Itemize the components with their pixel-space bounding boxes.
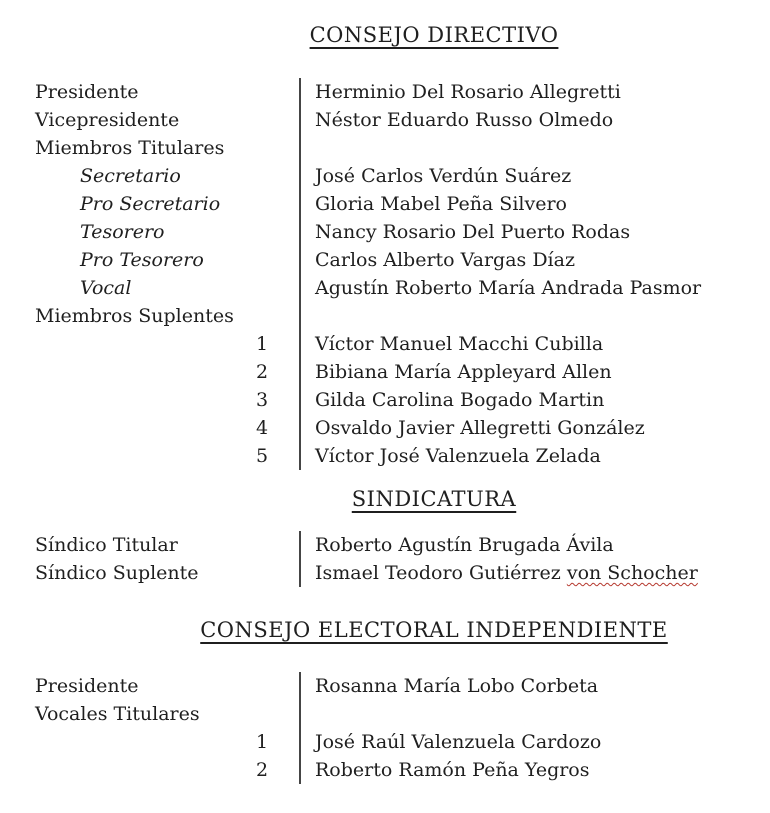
section-title-wrap xyxy=(98,617,770,643)
role-label: Vocal xyxy=(80,277,132,299)
role-label: Presidente xyxy=(35,81,139,103)
role-label: Vocales Titulares xyxy=(35,703,200,725)
member-name-cell xyxy=(299,442,764,470)
member-name-cell xyxy=(299,274,764,302)
table-row xyxy=(35,442,764,470)
member-name: Agustín Roberto María Andrada Pasmor xyxy=(315,277,702,299)
row-number: 5 xyxy=(256,445,269,467)
role-label: Síndico Suplente xyxy=(35,562,199,584)
row-number: 1 xyxy=(256,731,269,753)
member-name-cell xyxy=(299,78,764,106)
section-title: CONSEJO ELECTORAL INDEPENDIENTE xyxy=(200,618,668,642)
table-row xyxy=(35,531,764,559)
member-name-cell xyxy=(299,134,764,162)
role-label: Secretario xyxy=(80,165,181,187)
row-number xyxy=(253,302,299,330)
member-name-cell xyxy=(299,559,764,587)
row-number: 4 xyxy=(256,417,269,439)
table-row xyxy=(35,246,764,274)
section-rows xyxy=(35,531,764,587)
role-label xyxy=(35,728,253,756)
section xyxy=(0,486,770,587)
section-rows xyxy=(35,672,764,784)
table-row xyxy=(35,559,764,587)
role-label: Vicepresidente xyxy=(35,109,180,131)
row-number: 2 xyxy=(256,759,269,781)
row-number xyxy=(253,78,299,106)
section-title: CONSEJO DIRECTIVO xyxy=(309,23,559,47)
row-number xyxy=(253,162,299,190)
row-number: 3 xyxy=(256,389,269,411)
table-row xyxy=(35,756,764,784)
table-row xyxy=(35,414,764,442)
member-name: Gilda Carolina Bogado Martin xyxy=(315,389,605,411)
member-name-cell xyxy=(299,700,764,728)
member-name: Bibiana María Appleyard Allen xyxy=(315,361,612,383)
section-rows xyxy=(35,78,764,470)
row-number xyxy=(253,531,299,559)
row-number: 1 xyxy=(256,333,269,355)
member-name-cell xyxy=(299,531,764,559)
table-row xyxy=(35,302,764,330)
member-name: Nancy Rosario Del Puerto Rodas xyxy=(315,221,631,243)
member-name: José Carlos Verdún Suárez xyxy=(315,165,572,187)
row-number xyxy=(253,700,299,728)
section-title-wrap xyxy=(98,486,770,512)
table-row xyxy=(35,672,764,700)
member-name-cell xyxy=(299,414,764,442)
table-row xyxy=(35,728,764,756)
row-number xyxy=(253,672,299,700)
member-name: Víctor José Valenzuela Zelada xyxy=(315,445,601,467)
row-number xyxy=(253,218,299,246)
role-label xyxy=(35,414,253,442)
member-name-cell xyxy=(299,728,764,756)
misspelled-word: von Schocher xyxy=(566,562,698,584)
row-number xyxy=(253,134,299,162)
member-name: Carlos Alberto Vargas Díaz xyxy=(315,249,575,271)
table-row xyxy=(35,134,764,162)
role-label: Pro Tesorero xyxy=(80,249,204,271)
table-row xyxy=(35,190,764,218)
role-label xyxy=(35,442,253,470)
member-name: Néstor Eduardo Russo Olmedo xyxy=(315,109,614,131)
table-row xyxy=(35,78,764,106)
role-label: Presidente xyxy=(35,675,139,697)
member-name-cell xyxy=(299,218,764,246)
role-label: Miembros Titulares xyxy=(35,137,225,159)
member-name: Roberto Ramón Peña Yegros xyxy=(315,759,590,781)
table-row xyxy=(35,106,764,134)
member-name: Rosanna María Lobo Corbeta xyxy=(315,675,599,697)
table-row xyxy=(35,330,764,358)
member-name: Osvaldo Javier Allegretti González xyxy=(315,417,645,439)
member-name-cell xyxy=(299,330,764,358)
section xyxy=(0,22,770,470)
member-name: Víctor Manuel Macchi Cubilla xyxy=(315,333,604,355)
member-name: Roberto Agustín Brugada Ávila xyxy=(315,534,614,556)
role-label xyxy=(35,756,253,784)
member-name: Herminio Del Rosario Allegretti xyxy=(315,81,621,103)
member-name-cell xyxy=(299,386,764,414)
row-number xyxy=(253,559,299,587)
role-label xyxy=(35,330,253,358)
role-label: Miembros Suplentes xyxy=(35,305,234,327)
section xyxy=(0,617,770,784)
member-name-cell xyxy=(299,756,764,784)
role-label: Pro Secretario xyxy=(80,193,221,215)
member-name: José Raúl Valenzuela Cardozo xyxy=(315,731,602,753)
table-row xyxy=(35,700,764,728)
table-row xyxy=(35,358,764,386)
role-label: Síndico Titular xyxy=(35,534,178,556)
table-row xyxy=(35,274,764,302)
row-number xyxy=(253,274,299,302)
member-name: Ismael Teodoro Gutiérrez xyxy=(315,562,561,584)
row-number xyxy=(253,246,299,274)
table-row xyxy=(35,218,764,246)
role-label xyxy=(35,386,253,414)
row-number xyxy=(253,106,299,134)
member-name-cell xyxy=(299,672,764,700)
role-label xyxy=(35,358,253,386)
table-row xyxy=(35,386,764,414)
member-name-cell xyxy=(299,358,764,386)
role-label: Tesorero xyxy=(80,221,165,243)
table-row xyxy=(35,162,764,190)
member-name-cell xyxy=(299,162,764,190)
row-number xyxy=(253,190,299,218)
row-number: 2 xyxy=(256,361,269,383)
member-name-cell xyxy=(299,106,764,134)
member-name-cell xyxy=(299,246,764,274)
member-name-cell xyxy=(299,302,764,330)
member-name-cell xyxy=(299,190,764,218)
member-name: Gloria Mabel Peña Silvero xyxy=(315,193,567,215)
section-title-wrap xyxy=(98,22,770,48)
section-title: SINDICATURA xyxy=(351,487,517,511)
